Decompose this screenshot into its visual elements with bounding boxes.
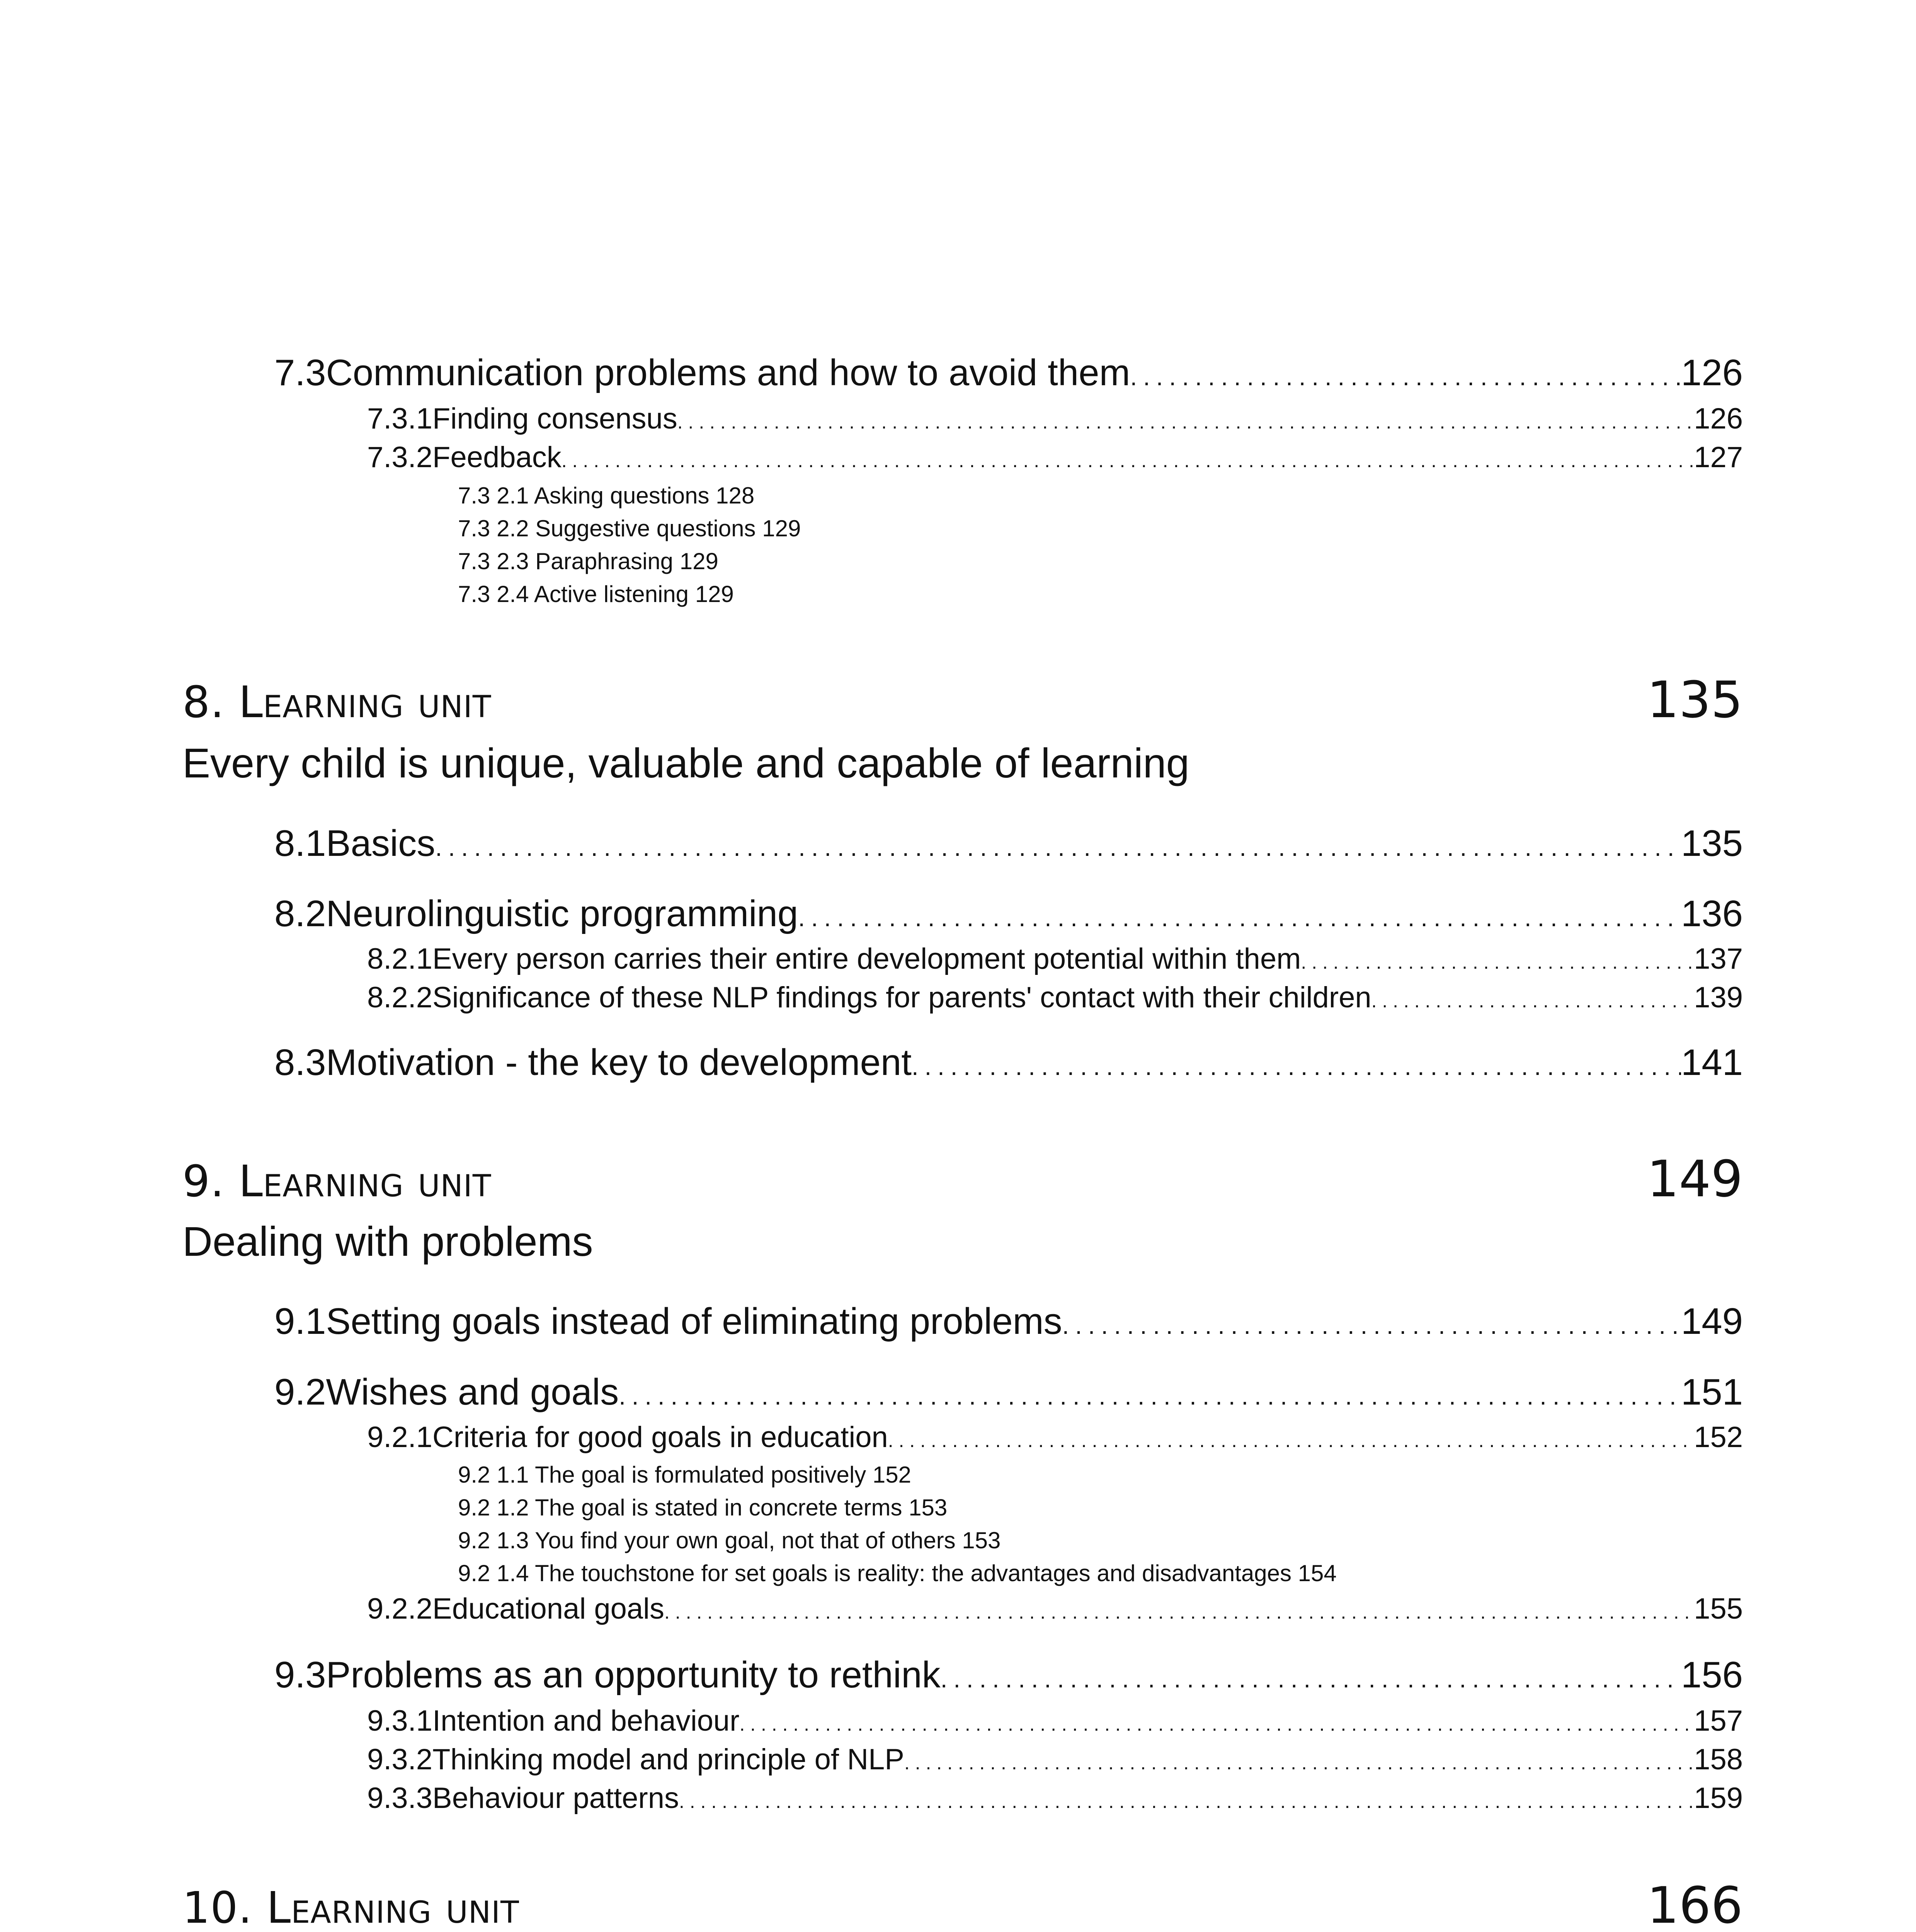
section-title: Motivation - the key to development [326,1042,912,1083]
toc-entry-7-3-2-2[interactable]: 7.3 2.2 Suggestive questions 129 [458,515,801,541]
dot-leader [679,1790,1694,1813]
page-number: 159 [1694,1782,1743,1815]
section-number: 8.2 [274,893,326,934]
toc-entry-7-3[interactable] [274,352,1743,394]
section-number: 9.2.2 [367,1592,433,1625]
section-title: Finding consensus [432,402,677,435]
dot-leader [1130,362,1681,391]
section-number: 9.2.1 [367,1421,433,1454]
section-number: 8.2.2 [367,981,433,1014]
page-number: 137 [1694,942,1743,975]
unit-label: 8. Learning unit [182,677,492,728]
toc-entry-7-3-2-4[interactable]: 7.3 2.4 Active listening 129 [458,581,734,607]
page-number: 139 [1694,981,1743,1014]
toc-entry-9-2-1-1[interactable]: 9.2 1.1 The goal is formulated positively 152 [458,1462,911,1488]
section-number: 9.1 [274,1301,326,1342]
page-number: 127 [1694,441,1743,474]
section-number: 9.3.3 [367,1782,433,1815]
learning-unit-8-heading[interactable] [182,670,1743,729]
dot-leader [1371,990,1694,1012]
learning-unit-8-subtitle: Every child is unique, valuable and capable of learning [182,740,1189,786]
section-title: Every person carries their entire development potential within them [432,942,1301,975]
dot-leader [435,833,1681,862]
toc-entry-9-2-2[interactable] [367,1592,1743,1626]
page-number: 126 [1681,352,1743,393]
toc-entry-8-2[interactable] [274,893,1743,935]
toc-entry-9-3[interactable] [274,1654,1743,1696]
toc-entry-9-3-1[interactable] [367,1704,1743,1738]
page-number: 149 [1681,1301,1743,1342]
page-number: 156 [1681,1654,1743,1696]
section-title: Educational goals [432,1592,665,1625]
dot-leader [1062,1311,1681,1340]
toc-entry-9-2-1-3[interactable]: 9.2 1.3 You find your own goal, not that of others 153 [458,1527,1001,1553]
unit-page-number: 135 [1647,670,1743,729]
section-title: Behaviour patterns [432,1782,679,1815]
toc-entry-8-3[interactable] [274,1041,1743,1084]
toc-entry-9-2-1-4[interactable]: 9.2 1.4 The touchstone for set goals is reality: the advantages and disadvantages 154 [458,1560,1337,1586]
page-number: 136 [1681,893,1743,934]
unit-page-number: 149 [1647,1150,1743,1208]
section-title: Neurolinguistic programming [326,893,798,934]
dot-leader [1301,951,1694,973]
page-number: 157 [1694,1704,1743,1737]
section-number: 7.3 [274,352,326,393]
section-title: Feedback [432,441,562,474]
page-number: 126 [1694,402,1743,435]
learning-unit-9-subtitle: Dealing with problems [182,1218,593,1265]
page-number: 151 [1681,1371,1743,1413]
page-number: 155 [1694,1592,1743,1625]
dot-leader [912,1052,1681,1081]
section-number: 7.3.2 [367,441,433,474]
dot-leader [664,1601,1694,1623]
toc-entry-7-3-2-1[interactable]: 7.3 2.1 Asking questions 128 [458,483,755,509]
section-number: 7.3.1 [367,402,433,435]
page-number: 152 [1694,1421,1743,1454]
toc-entry-9-3-3[interactable] [367,1781,1743,1815]
dot-leader [798,903,1681,932]
dot-leader [739,1713,1694,1735]
toc-entry-9-2-1-2[interactable]: 9.2 1.2 The goal is stated in concrete terms 153 [458,1495,948,1520]
learning-unit-10-heading[interactable] [182,1876,1743,1932]
section-number: 9.3.2 [367,1743,433,1776]
learning-unit-9-heading[interactable] [182,1150,1743,1208]
dot-leader [562,449,1694,472]
toc-entry-9-2[interactable] [274,1371,1743,1413]
section-number: 8.1 [274,823,326,864]
page-number: 141 [1681,1042,1743,1083]
toc-entry-7-3-1[interactable] [367,402,1743,435]
toc-entry-9-3-2[interactable] [367,1743,1743,1776]
toc-entry-7-3-2-3[interactable]: 7.3 2.3 Paraphrasing 129 [458,548,718,574]
section-title: Setting goals instead of eliminating problems [326,1301,1062,1342]
dot-leader [619,1382,1681,1410]
dot-leader [904,1752,1694,1774]
section-title: Problems as an opportunity to rethink [326,1654,941,1696]
section-title: Criteria for good goals in education [432,1421,888,1454]
toc-entry-8-2-1[interactable] [367,942,1743,976]
section-title: Significance of these NLP findings for parents' contact with their children [432,981,1371,1014]
unit-page-number: 166 [1647,1876,1743,1932]
section-number: 8.2.1 [367,942,433,975]
dot-leader [941,1665,1681,1693]
toc-entry-7-3-2[interactable] [367,440,1743,474]
page-number: 135 [1681,823,1743,864]
section-number: 8.3 [274,1042,326,1083]
section-title: Wishes and goals [326,1371,619,1413]
toc-entry-8-2-2[interactable] [367,981,1743,1014]
dot-leader [888,1429,1694,1452]
section-title: Communication problems and how to avoid them [326,352,1130,393]
toc-entry-9-2-1[interactable] [367,1420,1743,1454]
page-number: 158 [1694,1743,1743,1776]
toc-entry-8-1[interactable] [274,822,1743,865]
section-title: Thinking model and principle of NLP [432,1743,904,1776]
section-title: Basics [326,823,436,864]
section-number: 9.2 [274,1371,326,1413]
section-title: Intention and behaviour [432,1704,740,1737]
unit-label: 10. Learning unit [182,1883,519,1932]
section-number: 9.3 [274,1654,326,1696]
toc-entry-9-1[interactable] [274,1300,1743,1343]
section-number: 9.3.1 [367,1704,433,1737]
dot-leader [677,411,1694,433]
unit-label: 9. Learning unit [182,1156,492,1207]
